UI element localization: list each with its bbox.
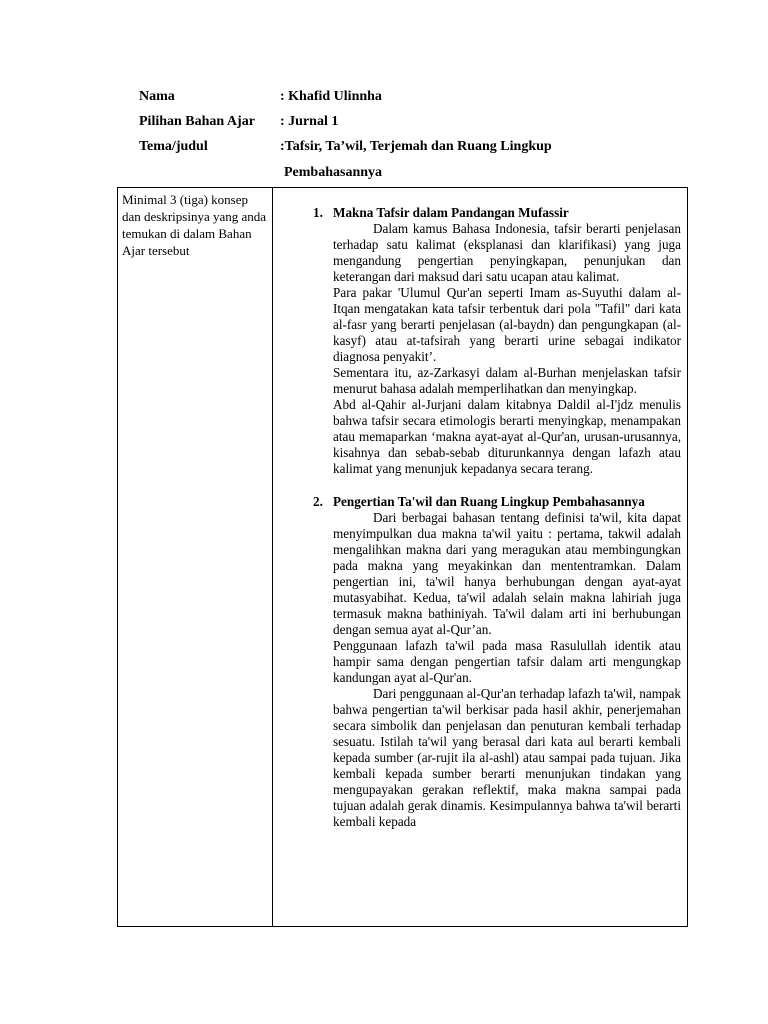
theme-value-continuation: Pembahasannya [284,165,383,180]
instruction-cell: Minimal 3 (tiga) konsep dan deskripsinya yang anda temukan di dalam Bahan Ajar tersebut [122,192,267,258]
material-choice-label: Pilihan Bahan Ajar [139,114,255,129]
section-number: 1. [313,205,323,220]
theme-value: :Tafsir, Ta’wil, Terjemah dan Ruang Lingkup [280,139,552,154]
section-title: Pengertian Ta'wil dan Ruang Lingkup Pembahasannya [333,494,645,509]
section-tawil [313,494,681,830]
concept-table [117,187,688,927]
name-value: : Khafid Ulinnha [280,89,382,104]
section-number: 2. [313,494,323,509]
section-paragraph: Sementara itu, az-Zarkasyi dalam al-Burhan menjelaskan tafsir menurut bahasa adalah memperlihatkan dan menyingkap. [333,365,681,396]
column-divider [272,188,273,926]
section-paragraph: Dari berbagai bahasan tentang definisi ta'wil, kita dapat menyimpulkan dua makna ta'wil yaitu : pertama, takwil adalah mengalihkan makna dari yang meragukan atau membingungkan pada makna yang meyakinkan dan mententramkan. Dalam pengertian ini, ta'wil hanya berhubungan dengan ayat-ayat mutasyabihat. Kedua, ta'wil adalah selain makna lahiriah juga termasuk makna bathiniyah. Ta'wil dalam arti ini berhubungan dengan semua ayat al-Qur’an. [333,510,681,637]
theme-label: Tema/judul [139,139,208,154]
section-paragraph: Para pakar 'Ulumul Qur'an seperti Imam as-Suyuthi dalam al-Itqan mengatakan kata tafsir terbentuk dari pola "Tafil" dari kata al-fasr yang berarti penjelasan (al-baydn) dan pengungkapan (al-kasyf) atau at-tafsirah yang berarti urine sebagai indikator diagnosa penyakit’. [333,285,681,364]
section-paragraph: Abd al-Qahir al-Jurjani dalam kitabnya Daldil al-I'jdz menulis bahwa tafsir secara etimologis berarti menyingkap, menampakan atau memaparkan ‘makna ayat-ayat al-Qur'an, urusan-urusannya, kisahnya dan sebab-sebab diturunkannya dengan lafazh atau kalimat yang menunjuk kepadanya secara terang. [333,397,681,476]
section-title: Makna Tafsir dalam Pandangan Mufassir [333,205,569,220]
section-tafsir [313,205,681,477]
section-paragraph: Dari penggunaan al-Qur'an terhadap lafazh ta'wil, nampak bahwa pengertian ta'wil berkisar pada hasil akhir, penerjemahan secara simbolik dan penjelasan dan penuturan kembali terhadap sesuatu. Istilah ta'wil yang berasal dari kata aul berarti kembali kepada sumber (ar-rujit ila al-ashl) atau sampai pada tujuan. Jika kembali kepada sumber berarti menunjukan tindakan yang mengupayakan gerakan reflektif, maka makna sampai pada tujuan adalah gerak dinamis. Kesimpulannya bahwa ta'wil berarti kembali kepada [333,686,681,829]
material-choice-value: : Jurnal 1 [280,114,339,129]
content-cell [313,205,681,830]
section-paragraph: Penggunaan lafazh ta'wil pada masa Rasulullah identik atau hampir sama dengan pengertian tafsir dalam arti mengungkap kandungan ayat al-Qur'an. [333,638,681,685]
name-label: Nama [139,89,175,104]
section-paragraph: Dalam kamus Bahasa Indonesia, tafsir berarti penjelasan terhadap satu kalimat (eksplanasi dan klarifikasi) yang juga mengandung pengertian penyingkapan, penunjukan dan keterangan dari maksud dari satu ucapan atau kalimat. [333,221,681,284]
